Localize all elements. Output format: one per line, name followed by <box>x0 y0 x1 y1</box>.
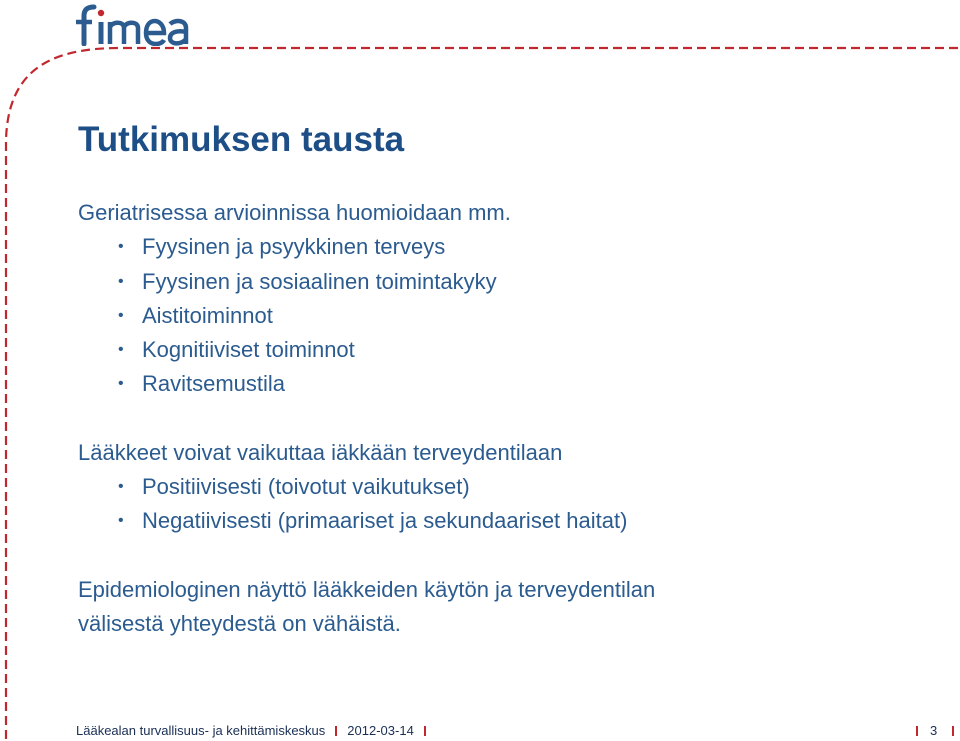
section-heading: Geriatrisessa arvioinnissa huomioidaan mm. <box>78 200 511 225</box>
bullet-icon: • <box>118 512 124 530</box>
section-heading-continuation: välisestä yhteydestä on vähäistä. <box>78 610 401 636</box>
list-item: • Fyysinen ja psyykkinen terveys <box>118 230 938 264</box>
bullet-icon: • <box>118 272 124 290</box>
bullet-icon: • <box>118 238 124 256</box>
list-item: • Fyysinen ja sosiaalinen toimintakyky <box>118 265 938 299</box>
footer-organization: Lääkealan turvallisuus- ja kehittämiskeskus <box>76 723 326 738</box>
spacer <box>78 402 938 436</box>
bullet-icon: • <box>118 375 124 393</box>
footer-date: 2012-03-14 <box>347 723 414 738</box>
fimea-logo <box>72 4 192 46</box>
section-heading: Lääkkeet voivat vaikuttaa iäkkään terveydentilaan <box>78 439 563 465</box>
separator <box>335 726 337 736</box>
bullet-list <box>78 470 938 539</box>
bullet-icon: • <box>118 478 124 496</box>
list-item: • Aistitoiminnot <box>118 299 938 333</box>
slide-title: Tutkimuksen tausta <box>78 120 405 159</box>
bullet-icon: • <box>118 306 124 324</box>
separator <box>916 726 918 736</box>
slide-body <box>78 196 938 641</box>
bullet-icon: • <box>118 341 124 359</box>
section-heading: Epidemiologinen näyttö lääkkeiden käytön ja terveydentilan <box>78 576 656 602</box>
list-item: • Negatiivisesti (primaariset ja sekundaariset haitat) <box>118 504 938 538</box>
list-item: • Kognitiiviset toiminnot <box>118 333 938 367</box>
page-number: 3 <box>930 723 938 738</box>
bullet-list <box>78 230 938 401</box>
list-item: • Positiivisesti (toivotut vaikutukset) <box>118 470 938 504</box>
separator <box>424 726 426 736</box>
separator <box>952 726 954 736</box>
list-item: • Ravitsemustila <box>118 367 938 401</box>
slide-footer <box>76 720 960 741</box>
spacer <box>78 539 938 573</box>
